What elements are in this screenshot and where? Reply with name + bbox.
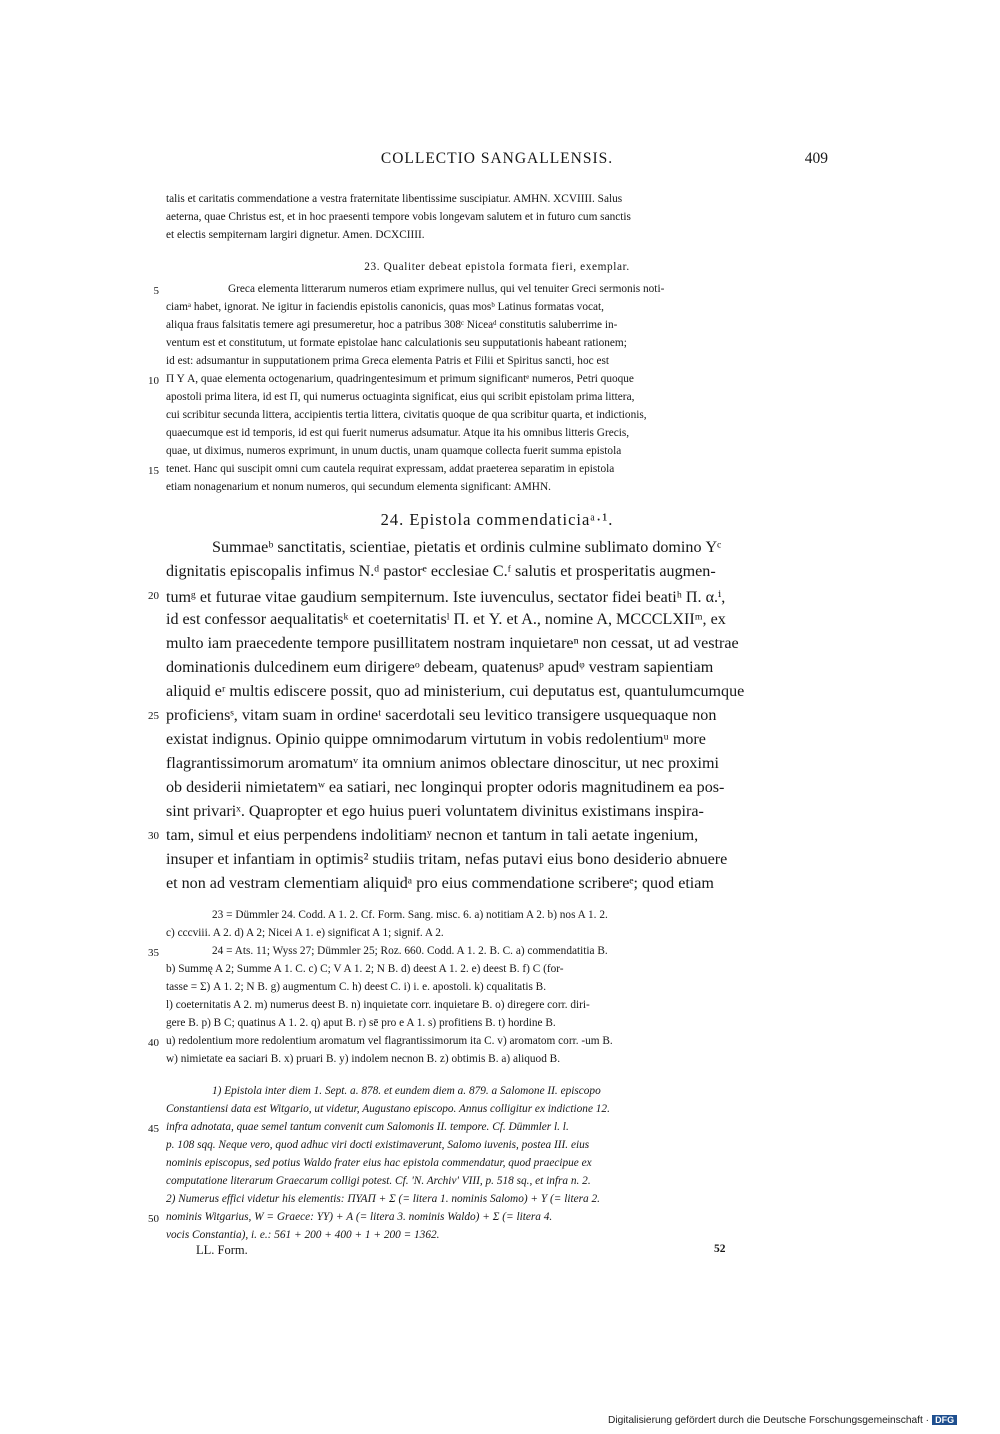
text-line: et electis sempiternam largiri dignetur. Amen. DCXCIIII.	[166, 229, 425, 241]
page-header	[166, 150, 828, 174]
text-line: Π Υ A, quae elementa octogenarium, quadringentesimum et primum significantᵉ numeros, Petri quoque	[166, 373, 634, 385]
printer-signature: LL. Form.	[196, 1243, 248, 1257]
line-number: 5	[153, 285, 159, 297]
note-line: nominis Witgarius, W = Graece: ΥΥ) + A (= litera 3. nominis Waldo) + Σ (= litera 4.	[166, 1211, 553, 1223]
apparatus-line: 24 = Ats. 11; Wyss 27; Dümmler 25; Roz. 660. Codd. A 1. 2. B. C. a) commendatitia B.	[212, 945, 608, 957]
text-line: ob desiderii nimietatemʷ ea satiari, nec longinqui propter odoris magnitudinem ea pos-	[166, 779, 725, 796]
sheet-number: 52	[714, 1243, 726, 1255]
credit-text: Digitalisierung gefördert durch die Deutsche Forschungsgemeinschaft ·	[608, 1415, 930, 1426]
line-number: 50	[148, 1213, 159, 1225]
note-line: infra adnotata, quae semel tantum convenit cum Salomonis II. tempore. Cf. Dümmler l. l.	[166, 1121, 569, 1133]
text-line: tenet. Hanc qui suscipit omni cum cautela requirat expressam, addat praeterea separatim in epistola	[166, 463, 615, 475]
text-line: quae, ut diximus, numeros exprimunt, in unum ductis, unam quamque collecta fuerit summa epistola	[166, 445, 622, 457]
text-line: etiam nonagenarium et nonum numeros, qui secundum elementa significant: AMHN.	[166, 481, 551, 493]
line-number: 35	[148, 947, 159, 959]
note-line: Constantiensi data est Witgario, ut videtur, Augustano episcopo. Annus colligitur ex indictione 12.	[166, 1103, 610, 1115]
text-line: tam, simul et eius perpendens indolitiamʸ necnon et tantum in tali aetate ingenium,	[166, 827, 699, 844]
apparatus-line: u) redolentium more redolentium aromatum vel flagrantissimorum ita C. v) aromatom corr. -um B.	[166, 1035, 613, 1047]
text-line: multo iam praecedente tempore pusillitatem nostram inquietareⁿ non cessat, ut ad vestrae	[166, 635, 739, 652]
text-line: quaecumque est id temporis, id est qui fuerit numerus adsumatur. Atque ita his omnibus litteris Grecis,	[166, 427, 630, 439]
text-line: proficiensˢ, vitam suam in ordineᵗ sacerdotali seu levitico transigere usquequaque non	[166, 707, 717, 724]
note-line: nominis episcopus, sed potius Waldo frater eius hac epistola commendatur, quod praecipue ex	[166, 1157, 592, 1169]
apparatus-line: c) cccviii. A 2. d) A 2; Nicei A 1. e) significat A 1; signif. A 2.	[166, 927, 444, 939]
text-line: id est confessor aequalitatisᵏ et coeternitatisˡ Π. et Υ. et A., nomine A, MCCCLXIIᵐ, ex	[166, 611, 726, 628]
note-line: vocis Constantia), i. e.: 561 + 200 + 400 + 1 + 200 = 1362.	[166, 1229, 440, 1241]
line-number: 40	[148, 1037, 159, 1049]
text-line: Greca elementa litterarum numeros etiam exprimere nullus, qui vel tenuiter Greci sermonis noti-	[228, 283, 665, 295]
text-line: aliquid eʳ multis ediscere possit, quo ad ministerium, cui deputatus est, quantulumcumque	[166, 683, 745, 700]
note-line: 2) Numerus effici videtur his elementis: ΠΥΑΠ + Σ (= litera 1. nominis Salomo) + Υ (= litera 2.	[166, 1193, 600, 1205]
text-line: ciamᵃ habet, ignorat. Ne igitur in faciendis epistolis canonicis, quas mosᵇ Latinus formatas vocat,	[166, 301, 604, 313]
apparatus-line: tasse = Σ) A 1. 2; N B. g) augmentum C. h) deest C. i) i. e. apostoli. k) cqualitatis B.	[166, 981, 547, 993]
text-line: apostoli prima litera, id est Π, qui numerus octuaginta significat, eius qui scribit epistolam prima littera,	[166, 391, 635, 403]
digitization-credit	[608, 1415, 957, 1426]
text-line: et non ad vestram clementiam aliquidᵃ pro eius commendatione scribereᵉ; quod etiam	[166, 875, 714, 892]
line-number: 20	[148, 590, 159, 602]
text-line: id est: adsumantur in supputationem prima Greca elementa Patris et Filii et Spiritus sancti, hoc est	[166, 355, 609, 367]
text-line: aeterna, quae Christus est, et in hoc praesenti tempore vobis longevam salutem et in futuro cum sanctis	[166, 211, 631, 223]
line-number: 30	[148, 830, 159, 842]
note-line: p. 108 sqq. Neque vero, quod adhuc viri docti existimaverunt, Salomo iuvenis, postea III. eius	[166, 1139, 590, 1151]
text-line: ventum est et constitutum, ut formate epistolae hanc calculationis seu supputationis habeant rationem;	[166, 337, 627, 349]
text-line: talis et caritatis commendatione a vestra fraternitate libentissime suscipiatur. AMHN. XCVIIII. Salus	[166, 193, 623, 205]
note-line: 1) Epistola inter diem 1. Sept. a. 878. et eundem diem a. 879. a Salomone II. episcopo	[212, 1085, 601, 1097]
line-number: 15	[148, 465, 159, 477]
section-24-heading: 24. Epistola commendaticiaᵃ·¹.	[380, 510, 614, 529]
section-23-heading: 23. Qualiter debeat epistola formata fieri, exemplar.	[364, 261, 630, 273]
apparatus-line: 23 = Dümmler 24. Codd. A 1. 2. Cf. Form. Sang. misc. 6. a) notitiam A 2. b) nos A 1. 2.	[212, 909, 608, 921]
text-line: sint privariˣ. Quapropter et ego huius pueri voluntatem divinitus existimans inspira-	[166, 803, 704, 820]
text-line: Summaeᵇ sanctitatis, scientiae, pietatis et ordinis culmine sublimato domino Υᶜ	[212, 539, 722, 556]
apparatus-line: w) nimietate ea saciari B. x) pruari B. y) indolem necnon B. z) obtimis B. a) aliquod B.	[166, 1053, 561, 1065]
apparatus-line: l) coeternitatis A 2. m) numerus deest B. n) inquietate corr. inquietare B. o) diregere corr. diri-	[166, 999, 590, 1011]
text-line: insuper et infantiam in optimis² studiis tritam, nefas putavi eius bono desiderio abnuere	[166, 851, 728, 868]
text-line: dominationis dulcedinem eum dirigereᵒ debeam, quatenusᵖ apudᵠ vestram sapientiam	[166, 659, 714, 676]
text-line: existat indignus. Opinio quippe omnimodarum virtutum in vobis redolentiumᵘ more	[166, 731, 706, 748]
text-line: aliqua fraus falsitatis temere agi presumeretur, hoc a patribus 308ᶜ Niceaᵈ constitutis saluberrime in-	[166, 319, 618, 331]
text-line: dignitatis episcopalis infimus N.ᵈ pastorᵉ ecclesiae C.ᶠ salutis et prosperitatis augmen-	[166, 563, 716, 580]
apparatus-line: b) Summę A 2; Summe A 1. C. c) C; V A 1. 2; N B. d) deest A 1. 2. e) deest B. f) C (for-	[166, 963, 564, 975]
text-line: flagrantissimorum aromatumᵛ ita omnium animos oblectare dinoscitur, ut nec proximi	[166, 755, 719, 772]
dfg-logo: DFG	[932, 1415, 957, 1425]
text-line: cui scribitur secunda littera, accipientis tertia littera, civitatis quoque de qua scribitur quarta, et indictionis,	[166, 409, 647, 421]
page-number: 409	[804, 150, 828, 167]
line-number: 10	[148, 375, 159, 387]
text-line: tumᵍ et futurae vitae gaudium sempiternum. Iste iuvenculus, sectator fidei beatiʰ Π. α.ⁱ,	[166, 589, 726, 606]
note-line: computatione literarum Graecarum colligi potest. Cf. 'N. Archiv' VIII, p. 518 sq., et infra n. 2.	[166, 1175, 591, 1187]
running-title: COLLECTIO SANGALLENSIS.	[380, 150, 614, 167]
line-number: 45	[148, 1123, 159, 1135]
line-number: 25	[148, 710, 159, 722]
apparatus-line: gere B. p) B C; quatinus A 1. 2. q) aput B. r) sē pro e A 1. s) profitiens B. t) hordine B.	[166, 1017, 556, 1029]
